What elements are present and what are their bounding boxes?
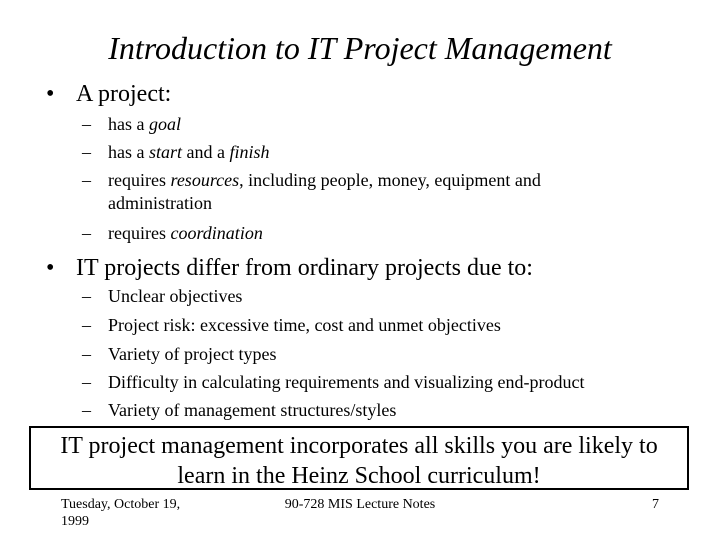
item-text: Project risk: excessive time, cost and unmet objectives [108,315,501,335]
dash-glyph: – [82,114,91,134]
bullet-heading: IT projects differ from ordinary projects due to: [76,255,533,281]
callout-line-2: learn in the Heinz School curriculum! [177,463,541,489]
dash-glyph: – [82,170,91,190]
dash-glyph: – [82,344,91,364]
item-text: requires [108,223,171,243]
footer-date-line-1: Tuesday, October 19, [61,497,181,512]
item-text: has a [108,142,149,162]
item-emphasis-2: finish [229,142,270,162]
dash-glyph: – [82,286,91,306]
list-item [0,371,720,393]
item-text: Variety of project types [108,344,277,364]
callout-box [29,426,689,490]
item-text-suffix: , including people, money, equipment and [239,170,541,190]
list-item-start-finish [0,141,720,163]
dash-glyph: – [82,142,91,162]
footer-page-number: 7 [652,497,659,512]
bullet-it-projects [46,254,533,282]
item-text: Variety of management structures/styles [108,400,397,420]
item-text: has a [108,114,149,134]
list-item [0,285,720,307]
list-item [0,399,720,421]
bullet-a-project [46,80,171,108]
item-text: Unclear objectives [108,286,243,306]
list-item [0,343,720,365]
item-text-middle: and a [182,142,230,162]
item-emphasis: resources [170,170,240,190]
list-item-coordination [0,222,720,244]
dash-glyph: – [82,372,91,392]
bullet-dot: • [46,81,55,107]
dash-glyph: – [82,400,91,420]
callout-line-1: IT project management incorporates all skills you are likely to [60,433,658,459]
list-item-resources [0,169,720,213]
bullet-dot: • [46,255,55,281]
list-item-goal [0,113,720,135]
item-emphasis: start [148,142,182,162]
bullet-heading: A project: [76,81,172,107]
footer-course: 90-728 MIS Lecture Notes [284,497,436,512]
item-text: requires [108,170,171,190]
item-continuation: administration [108,193,212,213]
dash-glyph: – [82,315,91,335]
item-emphasis: coordination [170,223,263,243]
dash-glyph: – [82,223,91,243]
item-text: Difficulty in calculating requirements and visualizing end-product [108,372,585,392]
footer-date-line-2: 1999 [61,514,89,529]
item-emphasis: goal [148,114,181,134]
slide-title: Introduction to IT Project Management [108,30,612,66]
list-item [0,314,720,336]
